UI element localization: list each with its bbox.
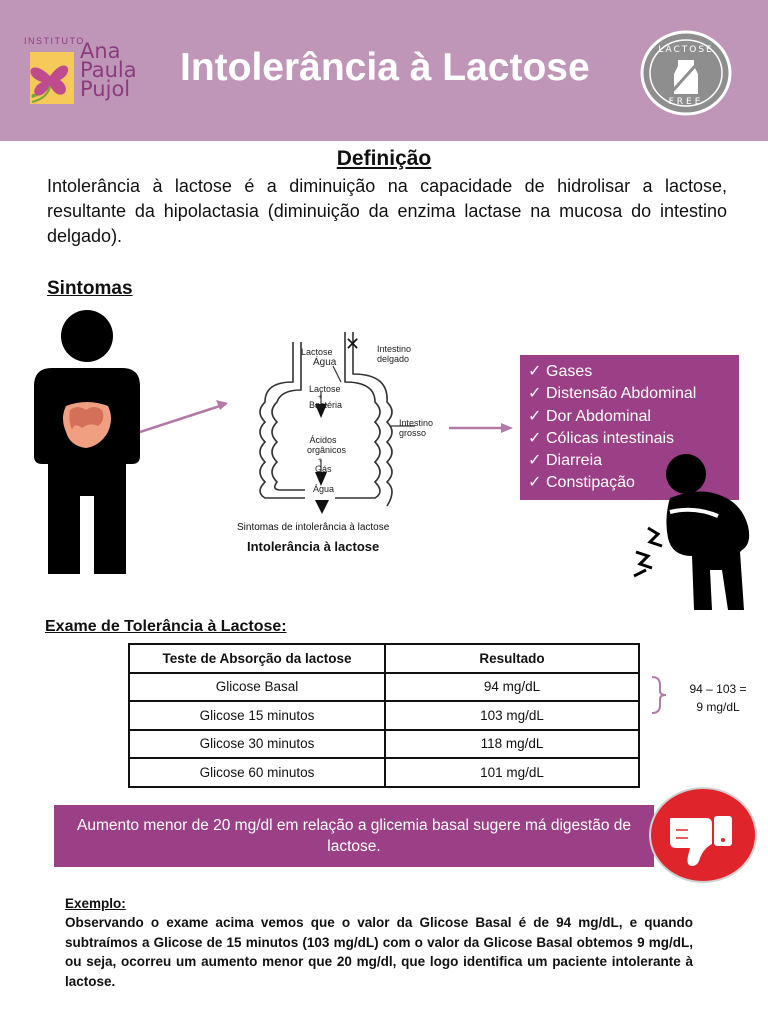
- diagram-label-plus2: +: [318, 457, 323, 464]
- svg-text:✕: ✕: [345, 334, 361, 355]
- list-item: [528, 361, 739, 383]
- diagram-label-acidos: Ácidos orgânicos: [307, 435, 347, 455]
- symptom-label: Distensão Abdominal: [546, 385, 697, 403]
- symptom-label: Constipação: [546, 474, 635, 492]
- list-item: [528, 406, 739, 428]
- table-cell: 118 mg/dL: [385, 730, 639, 759]
- page-title: Intolerância à Lactose: [180, 46, 590, 89]
- conclusion-box: Aumento menor de 20 mg/dl em relação a glicemia basal sugere má digestão de lactose.: [54, 805, 654, 867]
- definition-heading: Definição: [336, 147, 432, 170]
- example-heading: Exemplo:: [65, 896, 126, 911]
- thumbs-down-icon: [648, 786, 758, 884]
- institute-logo: [20, 36, 150, 106]
- diagram-label-plus3: +: [318, 475, 323, 482]
- symptom-label: Cólicas intestinais: [546, 429, 675, 447]
- diagram-caption-small: Sintomas de intolerância à lactose: [237, 522, 390, 533]
- lactose-free-badge-icon: [640, 30, 732, 116]
- abdominal-pain-person-icon: [630, 452, 766, 614]
- table-cell: Glicose 30 minutos: [129, 730, 385, 759]
- logo-name-line3: Pujol: [80, 77, 131, 101]
- exam-heading: Exame de Tolerância à Lactose:: [45, 618, 287, 635]
- table-cell: Glicose 60 minutos: [129, 758, 385, 787]
- logo-name: [80, 39, 137, 101]
- table-row: [129, 730, 639, 759]
- check-icon: ✓: [528, 452, 542, 470]
- intestine-drawing: [225, 322, 515, 522]
- diagram-label-lactose2: Lactose: [309, 384, 341, 394]
- diagram-label-agua2: Água: [313, 484, 335, 494]
- brace-icon: [648, 675, 670, 715]
- logo-name-line2: Paula: [80, 58, 137, 82]
- calc-line2: 9 mg/dL: [696, 700, 740, 714]
- table-row: [129, 758, 639, 787]
- diagram-label-plus1: +: [318, 394, 323, 401]
- symptoms-heading: Sintomas: [47, 278, 133, 299]
- header-banner: [0, 0, 768, 141]
- table-cell: 94 mg/dL: [385, 673, 639, 702]
- exam-table: [128, 643, 640, 788]
- table-cell: Glicose Basal: [129, 673, 385, 702]
- symptom-label: Diarreia: [546, 452, 603, 470]
- logo-name-line1: Ana: [80, 39, 121, 63]
- flower-logo-icon: [20, 46, 78, 106]
- diagram-label-bacteria: Bactéria: [309, 400, 343, 410]
- diagram-label-intestino-grosso: Intestino grosso: [399, 418, 434, 438]
- diagram-label-agua: Água: [313, 357, 337, 368]
- diagram-label-intestino-delgado: Intestino delgado: [377, 344, 412, 364]
- symptom-label: Dor Abdominal: [546, 407, 651, 425]
- definition-text: Intolerância à lactose é a diminuição na capacidade de hidrolisar a lactose, resultante da hipolactasia (diminuição da enzima lactase na mucosa do intestino delgado).: [47, 176, 727, 246]
- table-cell: Glicose 15 minutos: [129, 701, 385, 730]
- table-cell: 101 mg/dL: [385, 758, 639, 787]
- table-header-row: [129, 644, 639, 673]
- table-row: [129, 673, 639, 702]
- check-icon: ✓: [528, 385, 542, 403]
- table-row: [129, 701, 639, 730]
- svg-text:LACTOSE: LACTOSE: [658, 45, 714, 55]
- table-cell: 103 mg/dL: [385, 701, 639, 730]
- calc-line1: 94 – 103 =: [689, 682, 747, 696]
- check-icon: ✓: [528, 363, 542, 380]
- human-silhouette-icon: [30, 306, 230, 581]
- glucose-difference-calc: [676, 680, 760, 716]
- svg-text:FREE: FREE: [668, 97, 704, 107]
- check-icon: ✓: [528, 474, 542, 492]
- list-item: [528, 428, 739, 450]
- check-icon: ✓: [528, 407, 542, 425]
- list-item: [528, 383, 739, 405]
- diagram-label-gas: Gás: [315, 464, 332, 474]
- intestine-diagram: [225, 322, 515, 558]
- example-text: Observando o exame acima vemos que o valor da Glicose Basal é de 94 mg/dL, e quando subtraímos a Glicose de 15 minutos (103 mg/dL) com o valor da Glicose Basal obtemos 9 mg/dL, ou seja, ocorreu um aumento menor que 20 mg/dl, que logo identifica um paciente intolerante à lactose.: [65, 915, 693, 989]
- diagram-caption-big: Intolerância à lactose: [247, 539, 380, 554]
- symptom-label: Gases: [546, 363, 593, 380]
- check-icon: ✓: [528, 429, 542, 447]
- logo-institute-text: INSTITUTO: [24, 36, 85, 46]
- diagram-label-lactose: Lactose: [301, 347, 333, 357]
- column-header: Teste de Absorção da lactose: [129, 644, 385, 673]
- column-header: Resultado: [385, 644, 639, 673]
